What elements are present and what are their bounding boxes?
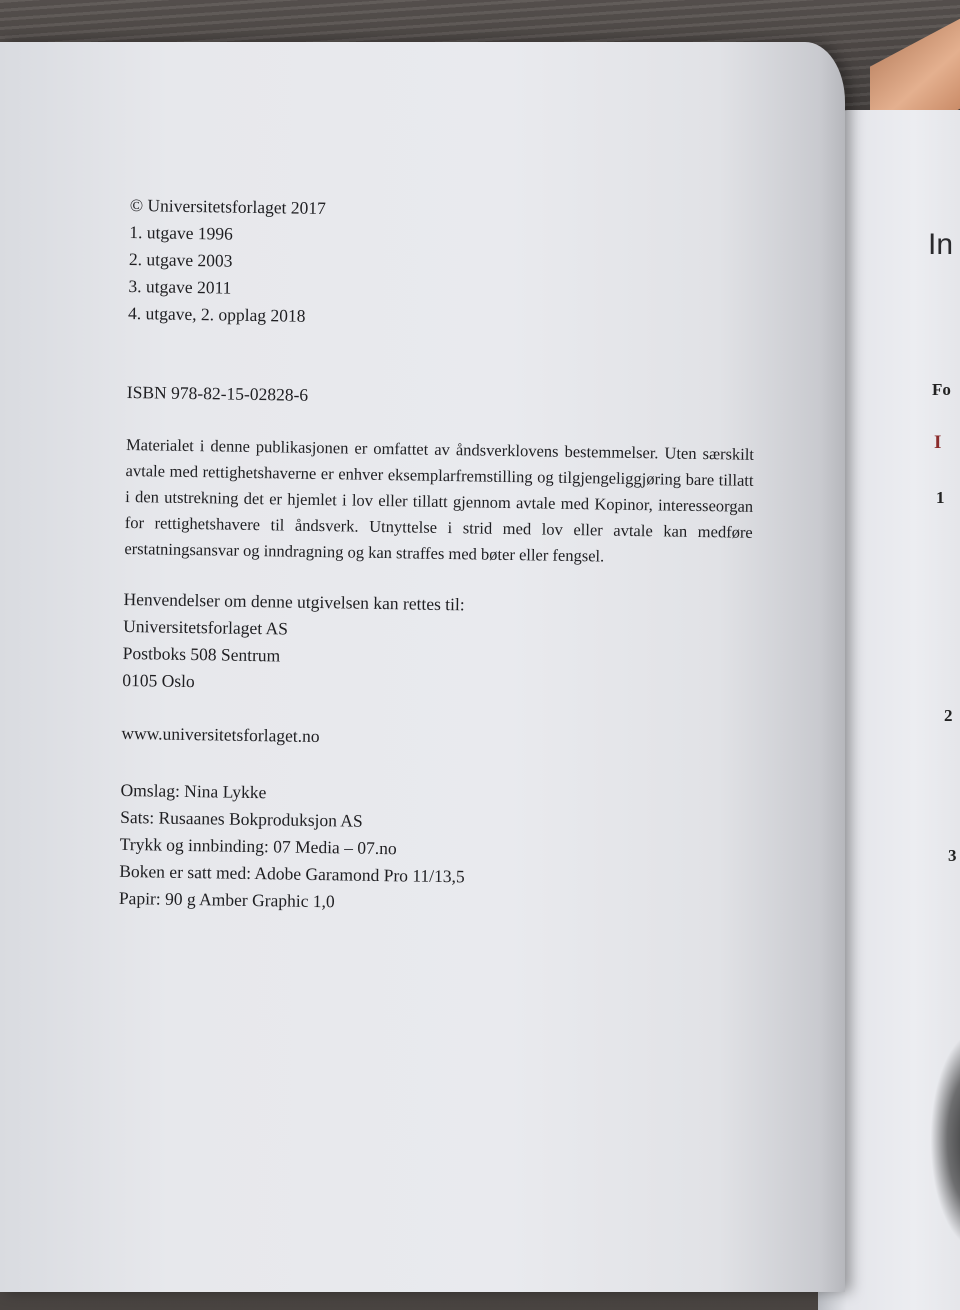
edition-line: 1. utgave 1996 (129, 221, 234, 244)
right-page-chapter-1: 1 (936, 488, 945, 507)
contact-address (122, 586, 764, 704)
isbn: ISBN 978-82-15-02828-6 (126, 381, 309, 405)
right-page-chapter-2: 2 (944, 706, 953, 725)
publisher-name: Universitetsforlaget AS (123, 615, 289, 639)
copyright-line: © Universitetsforlaget 2017 (129, 194, 326, 219)
edition-line: 2. utgave 2003 (128, 248, 233, 271)
right-page-heading-fragment: Fo (932, 380, 951, 399)
edition-history (128, 192, 770, 337)
postbox: Postboks 508 Sentrum (122, 642, 281, 666)
credit-printing: Trykk og innbinding: 07 Media – 07.no (119, 833, 397, 859)
credit-paper: Papir: 90 g Amber Graphic 1,0 (118, 887, 335, 912)
credit-typeface: Boken er satt med: Adobe Garamond Pro 11/13,5 (119, 860, 465, 887)
legal-notice: Materialet i denne publikasjonen er omfattet av åndsverklovens bestemmelser. Uten særskilt avtale med rettighetshaverne er enhver eksemplarfremstilling og tilgjengeliggjøring bare tillatt i den utstrekning det er hjemlet i lov eller tillatt gjennom avtale med Kopinor, interesseorgan for rettighetshavere til åndsverk. Utnyttelse i strid med lov eller avtale kan medføre erstatningsansvar og inndragning og kan straffes med bøter eller fengsel. (124, 434, 755, 566)
right-page-chapter-3: 3 (948, 846, 957, 865)
credit-typesetting: Sats: Rusaanes Bokproduksjon AS (120, 806, 363, 831)
edition-line: 3. utgave 2011 (128, 275, 232, 298)
isbn-block (127, 379, 767, 416)
postal-city: 0105 Oslo (122, 669, 195, 692)
finger-shadow (930, 1030, 960, 1250)
website: www.universitetsforlaget.no (121, 722, 320, 747)
website-block (121, 720, 761, 757)
right-page-title-fragment: In (928, 228, 954, 261)
production-credits (119, 777, 761, 922)
contact-intro: Henvendelser om denne utgivelsen kan rettes til: (123, 588, 465, 615)
imprint-page-content (118, 192, 770, 948)
credit-cover: Omslag: Nina Lykke (120, 779, 267, 803)
right-page-part-numeral: I (934, 432, 942, 453)
edition-line: 4. utgave, 2. opplag 2018 (127, 302, 306, 326)
